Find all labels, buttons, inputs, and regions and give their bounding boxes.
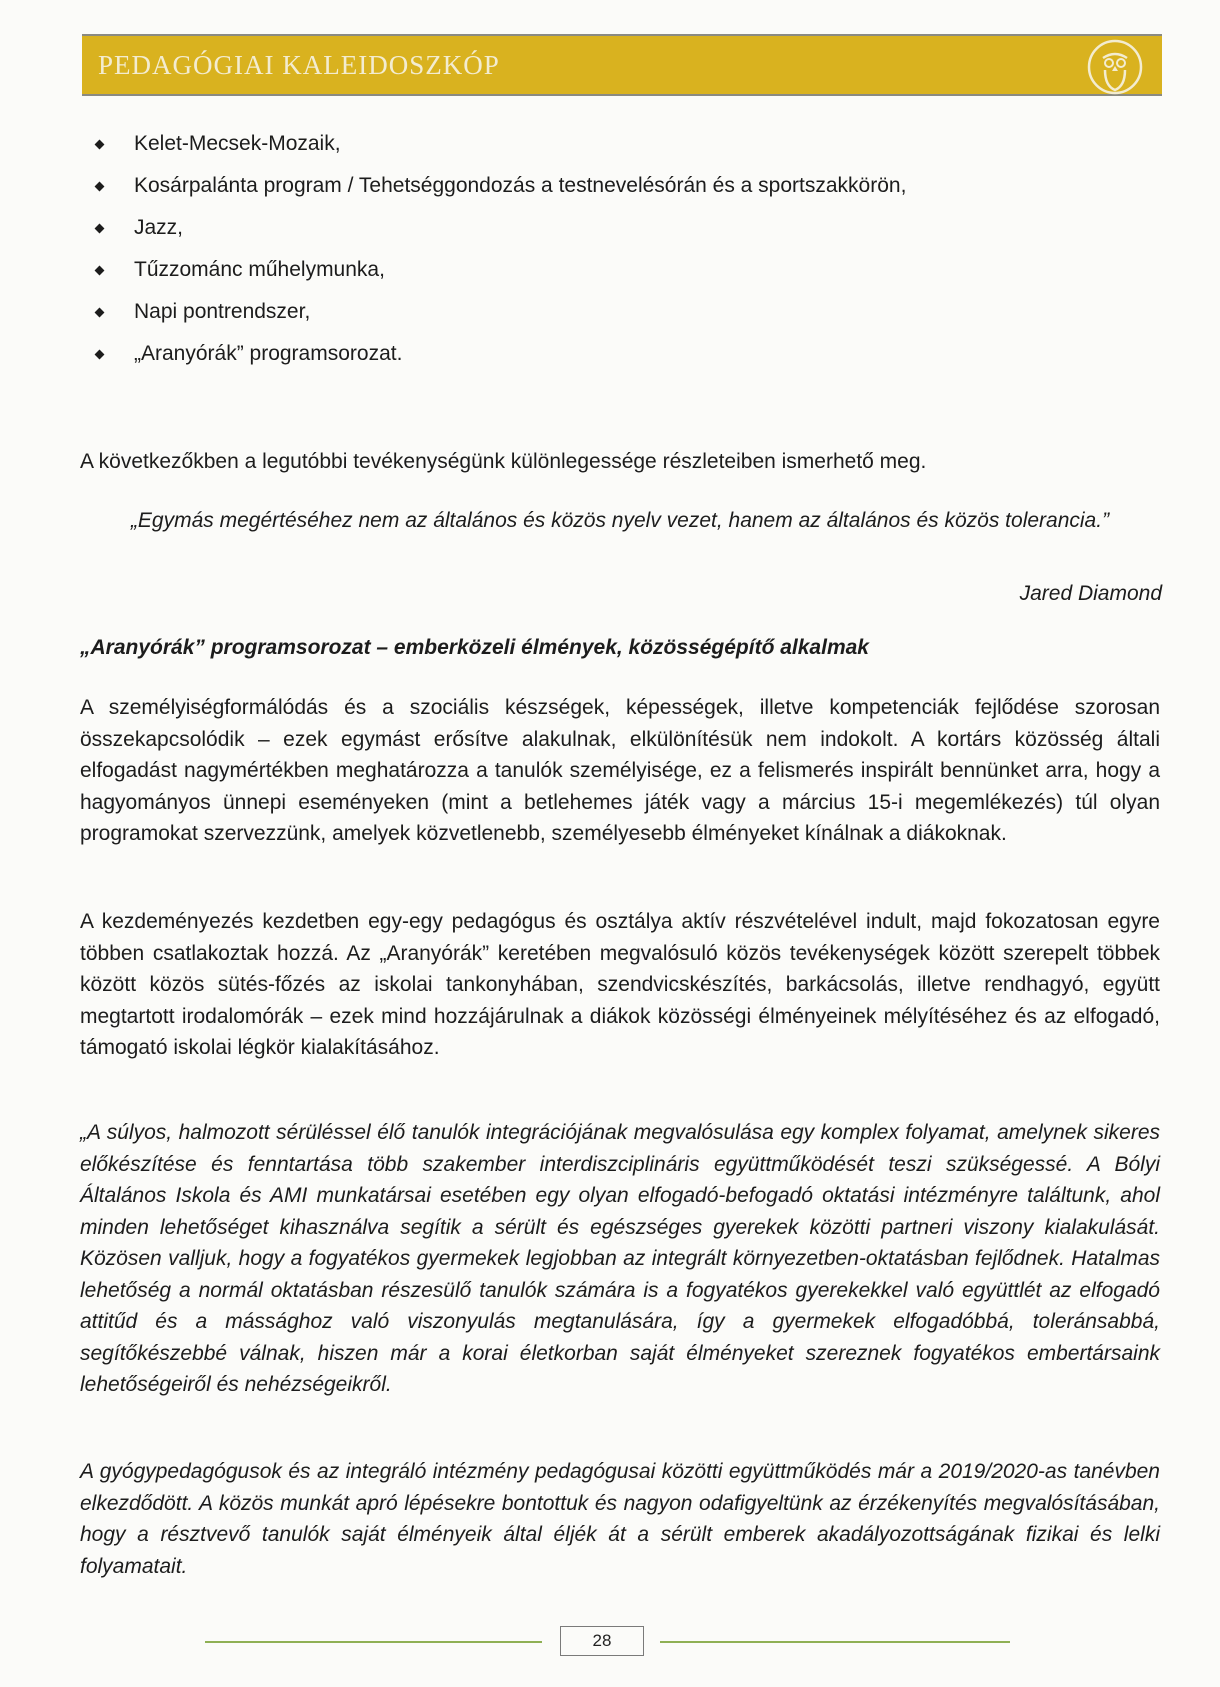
quoted-paragraph: „A súlyos, halmozott sérüléssel élő tanulók integrációjának megvalósulása egy komplex folyamat, amelynek sikeres előkészítése és fenntartása több szakember interdiszciplináris együttműködését teszi szükségessé. A Bólyi Általános Iskola és AMI munkatársai esetében egy olyan elfogadó-befogadó oktatási intézményre találtunk, ahol minden lehetőséget kihasználva segítik a sérült és egészséges gyerekek közötti partneri viszony kialakulását. Közösen valljuk, hogy a fogyatékos gyermekek legjobban az integrált környezetben-oktatásban fejlődnek. Hatalmas lehetőség a normál oktatásban részesülő tanulók számára is a fogyatékos gyerekekkel való együttlét az elfogadó attitűd és a mássághoz való viszonyulás megtanulására, így a gyermekek elfogadóbbá, toleránsabbá, segítőkészebbé válnak, hiszen már a korai életkorban saját élményeket szereznek fogyatékos embertársaink lehetőségeiről és nehézségeikről. bbox=[80, 1121, 1160, 1396]
body-paragraph: A személyiségformálódás és a szociális készségek, képességek, illetve kompetenciák fejlődése szorosan összekapcsolódik – ezek egymást erősítve alakulnak, elkülönítésük nem indokolt. A kortárs közösség általi elfogadást nagymértékben meghatározza a tanulók személyisége, ez a felismerés inspirált bennünket arra, hogy a hagyományos ünnepi eseményeken (mint a betlehemes játék vagy a március 15-i megemlékezés) túl olyan programokat szervezzünk, amelyek közvetlenebb, személyesebb élményeket kínálnak a diákoknak. bbox=[80, 696, 1160, 845]
list-item: Kosárpalánta program / Tehetséggondozás a testnevelésórán és a sportszakkörön, bbox=[82, 170, 1162, 212]
page-number: 28 bbox=[560, 1626, 644, 1656]
list-item: „Aranyórák” programsorozat. bbox=[82, 338, 1162, 380]
footer-divider-right bbox=[660, 1641, 1010, 1643]
bullet-diamond-icon bbox=[95, 182, 105, 192]
owl-logo-icon bbox=[1086, 38, 1144, 96]
quoted-paragraph: A gyógypedagógusok és az integráló intézmény pedagógusai közötti együttműködés már a 2019/2020-as tanévben elkezdődött. A közös munkát apró lépésekre bontottuk és nagyon odafigyeltünk az érzékenyítés megvalósításában, hogy a résztvevő tanulók saját élményeik által éljék át a sérült emberek akadályozottságának fizikai és lelki folyamatait. bbox=[80, 1460, 1160, 1578]
section-title: „Aranyórák” programsorozat – emberközeli élmények, közösségépítő alkalmak bbox=[80, 636, 869, 659]
bullet-diamond-icon bbox=[95, 140, 105, 150]
list-item: Tűzzománc műhelymunka, bbox=[82, 254, 1162, 296]
bullet-diamond-icon bbox=[95, 224, 105, 234]
body-paragraph: A kezdeményezés kezdetben egy-egy pedagógus és osztálya aktív részvételével indult, majd fokozatosan egyre többen csatlakoztak hozzá. Az „Aranyórák” keretében megvalósuló közös tevékenységek között szerepelt többek között közös sütés-főzés az iskolai tankonyhában, szendvicskészítés, barkácsolás, illetve rendhagyó, együtt megtartott irodalomórák – ezek mind hozzájárulnak a diákok közösségi élményeinek mélyítéséhez és az elfogadó, támogató iskolai légkör kialakításához. bbox=[80, 910, 1160, 1059]
header-title: PEDAGÓGIAI KALEIDOSZKÓP bbox=[98, 50, 500, 80]
intro-paragraph: A következőkben a legutóbbi tevékenységünk különlegessége részleteiben ismerhető meg. bbox=[80, 450, 927, 473]
bullet-diamond-icon bbox=[95, 350, 105, 360]
list-item: Jazz, bbox=[82, 212, 1162, 254]
epigraph-quote: „Egymás megértéséhez nem az általános és közös nyelv vezet, hanem az általános és közös tolerancia.” bbox=[130, 509, 1110, 532]
bullet-diamond-icon bbox=[95, 308, 105, 318]
footer-divider-left bbox=[205, 1641, 542, 1643]
activity-list bbox=[82, 128, 1162, 380]
list-item: Kelet-Mecsek-Mozaik, bbox=[82, 128, 1162, 170]
quote-author: Jared Diamond bbox=[1019, 582, 1162, 605]
list-item: Napi pontrendszer, bbox=[82, 296, 1162, 338]
page-header-banner bbox=[82, 34, 1162, 96]
bullet-diamond-icon bbox=[95, 266, 105, 276]
